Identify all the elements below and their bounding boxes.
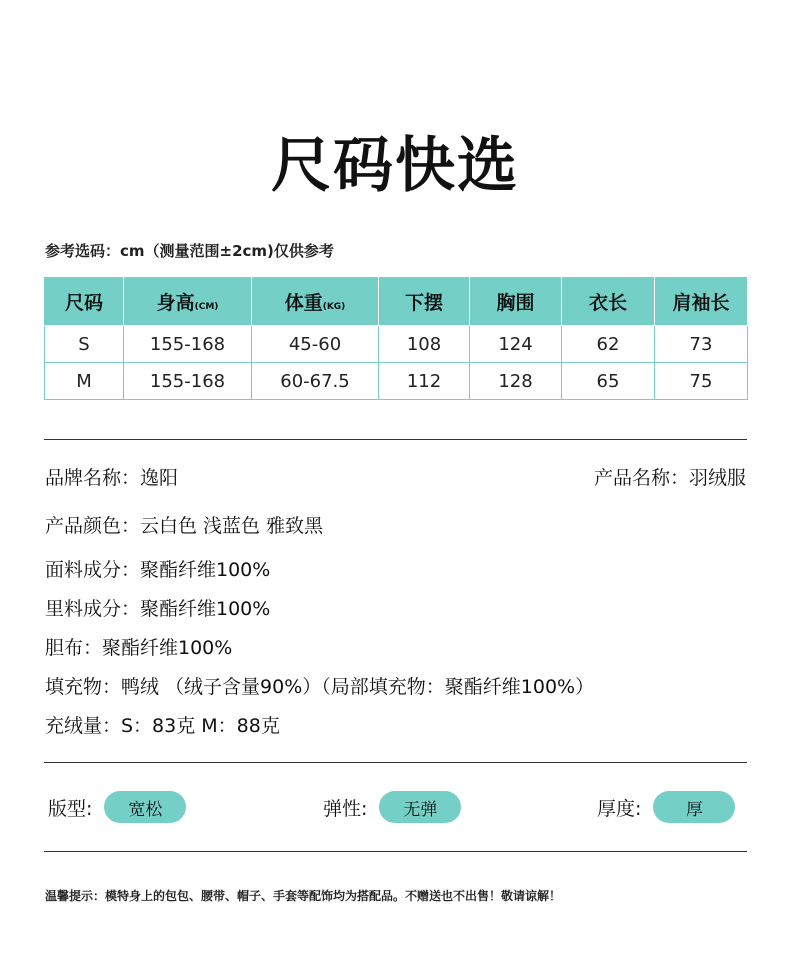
table-row bbox=[45, 326, 748, 363]
cell-sleeve: 73 bbox=[655, 326, 748, 363]
cell-hem: 108 bbox=[379, 326, 470, 363]
divider bbox=[44, 762, 747, 763]
cell-length: 62 bbox=[562, 326, 655, 363]
cell-height: 155-168 bbox=[124, 363, 252, 400]
divider bbox=[44, 851, 747, 852]
product-name: 产品名称：羽绒服 bbox=[593, 467, 746, 489]
cell-chest: 128 bbox=[470, 363, 562, 400]
size-reference-note: 参考选码：cm（测量范围±2cm)仅供参考 bbox=[45, 242, 334, 260]
page-title: 尺码快选 bbox=[271, 131, 519, 201]
divider bbox=[44, 439, 747, 440]
fill-weight: 充绒量：S：83克 M：88克 bbox=[45, 715, 280, 737]
accessory-disclaimer: 温馨提示：模特身上的包包、腰带、帽子、手套等配饰均为搭配品。不赠送也不出售！敬请谅解！ bbox=[45, 889, 562, 903]
fit-label: 版型: bbox=[48, 797, 93, 820]
elasticity-badge: 无弹 bbox=[379, 791, 461, 823]
cell-size: S bbox=[45, 326, 124, 363]
ticking-material: 胆布：聚酯纤维100% bbox=[45, 637, 233, 659]
thickness-label: 厚度: bbox=[597, 797, 642, 820]
cell-weight: 45-60 bbox=[252, 326, 379, 363]
header-weight: 体重(KG) bbox=[252, 277, 379, 326]
cell-height: 155-168 bbox=[124, 326, 252, 363]
lining-material: 里料成分：聚酯纤维100% bbox=[45, 598, 271, 620]
thickness-attribute bbox=[597, 790, 735, 824]
cell-chest: 124 bbox=[470, 326, 562, 363]
table-row bbox=[45, 363, 748, 400]
elasticity-attribute bbox=[323, 790, 461, 824]
size-table-header-row bbox=[45, 277, 748, 326]
cell-size: M bbox=[45, 363, 124, 400]
header-chest: 胸围 bbox=[470, 277, 562, 326]
header-length: 衣长 bbox=[562, 277, 655, 326]
shell-material: 面料成分：聚酯纤维100% bbox=[45, 559, 271, 581]
cell-hem: 112 bbox=[379, 363, 470, 400]
filling-material: 填充物：鸭绒 （绒子含量90%）（局部填充物：聚酯纤维100%） bbox=[45, 676, 595, 698]
fit-badge: 宽松 bbox=[104, 791, 186, 823]
cell-sleeve: 75 bbox=[655, 363, 748, 400]
header-size: 尺码 bbox=[45, 277, 124, 326]
thickness-badge: 厚 bbox=[653, 791, 735, 823]
fit-attribute bbox=[48, 790, 186, 824]
header-sleeve: 肩袖长 bbox=[655, 277, 748, 326]
product-colors: 产品颜色：云白色 浅蓝色 雅致黑 bbox=[45, 515, 324, 537]
size-table bbox=[44, 276, 748, 400]
brand-name: 品牌名称：逸阳 bbox=[45, 467, 179, 489]
cell-length: 65 bbox=[562, 363, 655, 400]
cell-weight: 60-67.5 bbox=[252, 363, 379, 400]
header-height: 身高(CM) bbox=[124, 277, 252, 326]
header-hem: 下摆 bbox=[379, 277, 470, 326]
elasticity-label: 弹性: bbox=[323, 797, 368, 820]
